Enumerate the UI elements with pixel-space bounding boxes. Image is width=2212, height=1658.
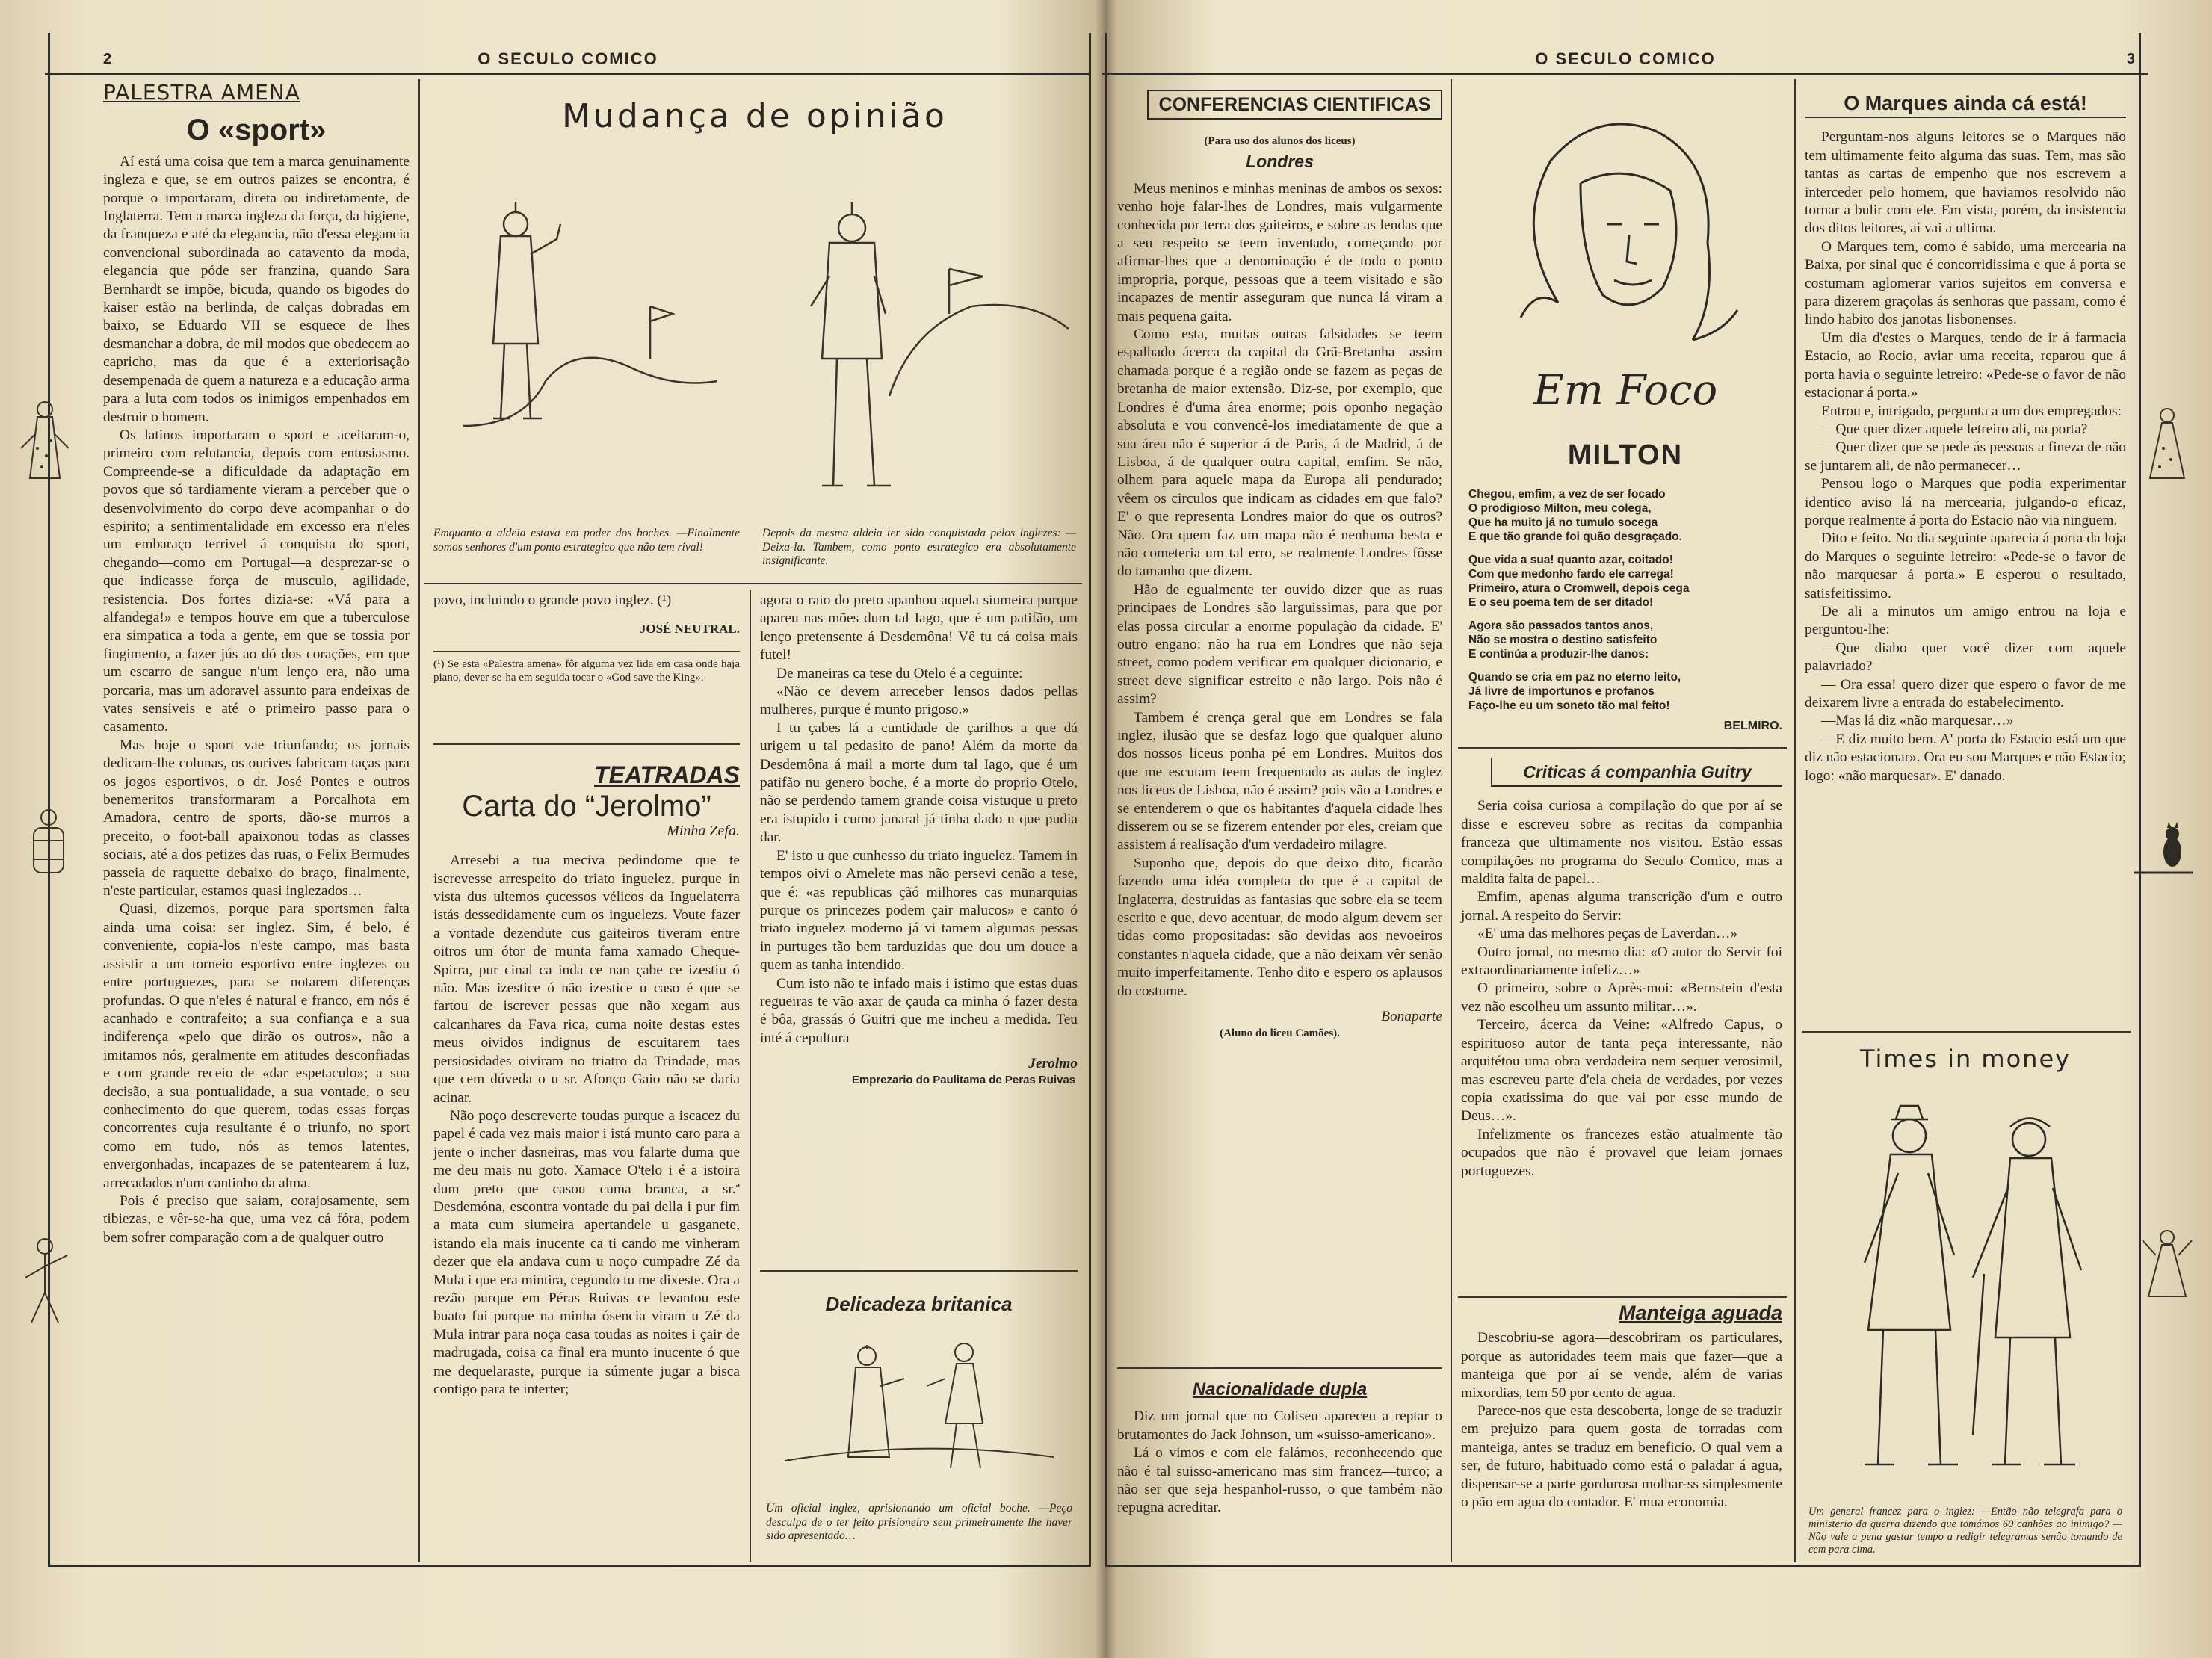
teatradas-section-title: TEATRADAS (594, 761, 740, 788)
delicadeza-illustration (777, 1326, 1061, 1498)
sonnet-line: Agora são passados tantos anos, (1468, 619, 1654, 632)
teatradas-paragraph: «Não ce devem arreceber lensos dados pellas mulheres, purque é munto prigoso.» (760, 684, 1078, 718)
milton-title: MILTON (1567, 439, 1684, 471)
sonnet-line: Não se mostra o destino satisfeito (1468, 634, 1658, 646)
stanza-gap (1468, 544, 1782, 553)
times-title: Times in money (1859, 1045, 2072, 1073)
teatradas-signature-sub: Emprezario do Paulitama de Peras Ruivas (851, 1073, 1076, 1086)
teatradas-signature: Jerolmo (1028, 1056, 1078, 1072)
sonnet-line: Já livre de importunos e profanos (1468, 685, 1655, 698)
conferencias-signature: Bonaparte (1381, 1009, 1442, 1025)
section-rule (1458, 747, 1787, 749)
running-title: O SECULO COMICO (1535, 49, 1716, 68)
column-rule (750, 590, 751, 1562)
palestra-continuation (433, 592, 740, 684)
delicadeza-title: Delicadeza britanica (825, 1293, 1013, 1315)
conferencias-subtitle: (Para uso dos alunos dos liceus) (1204, 135, 1356, 148)
margin-doodle-cat (2134, 814, 2193, 882)
palestra-kicker: PALESTRA AMENA (103, 80, 300, 105)
section-rule (1117, 1367, 1442, 1369)
stanza-gap (1468, 661, 1782, 670)
conferencias-paragraph: Tambem é crença geral que em Londres se fala inglez, ilusão que se desfaz logo que qualquer aluno dos nossos liceus ponha pé em Londres. Muitos dos que me escutam teem frequentado as aulas de inglez nos liceus de Lisboa, não é assim? pois vão a Londres e se entenderem o que os habitantes d'aquela cidade lhes disserem ou se se fizerem entender por eles, creiam que assistem á realisação d'um verdadeiro milagre. (1117, 709, 1442, 853)
sonnet-line: Que ha muito já no tumulo socega (1468, 516, 1658, 529)
palestra-amena-column (103, 80, 410, 1247)
teatradas-column (433, 761, 740, 1399)
marques-paragraph: Um dia d'estes o Marques, tendo de ir á farmacia Estacio, ao Rocio, aviar uma receita, reparou que á porta havia o seguinte letreiro: «Pede-se o favor de não estacionar á porta.» (1805, 330, 2126, 401)
conferencias-paragraph: Como esta, muitas outras falsidades se teem espalhado ácerca da capital da Grã-Bretanha—assim chamada porque é a região onde se fazem as peças de bretanha de maior extensão. Diz-se, por exemplo, que Londres é d'uma área enorme; pois oponho negação absoluta e vou convencê-los imediatamente de que a sua área não é superior á de Paris, á de Madrid, á de Lisboa, á de qualquer outra capital, emfim. Se não, olhem para aquele mapa da Europa ali pendurado; vêem os circulos que indicam as cidades em que falo? E' o que representa Londres maior do que os outros? Não. Ora quem faz um mapa não é nenhuma besta e não cometeria um tal erro, se realmente Londres fôsse do tamanho que dizem. (1117, 327, 1442, 580)
conferencias-place: Londres (1246, 152, 1314, 172)
milton-signature: BELMIRO. (1723, 720, 1782, 732)
cartoon-illustration (433, 157, 1076, 531)
teatradas-paragraph: E' isto u que cunhesso du triato inguelez. Tamem in tempos oivi o Amelete mas não persevi cenão a tese, que é: «as republicas çãó milhores cas munarquias purque os princezes podem çair malucos» e canto ó triato inguelez moderno já vi tamem algumas pessas in purtuges tão bem tarduzidas que dou um douce a quem as tanha intendido. (760, 847, 1078, 974)
marques-paragraph: — Ora essa! quero dizer que espero o favor de me deixarem livre a entrada do estabelecimento. (1805, 676, 2126, 711)
stanza-gap (1468, 610, 1782, 619)
page-number: 2 (103, 51, 112, 67)
sonnet-line: Com que medonho fardo ele carrega! (1468, 568, 1674, 581)
palestra-title: O «sport» (186, 114, 327, 147)
marques-paragraph: Pensou logo o Marques que podia experimentar identico aviso lá na mercearia, julgando-o eficaz, porque realmente á porta do Estacio não via ninguem. (1805, 476, 2126, 528)
criticas-column (1461, 758, 1782, 1181)
conferencias-paragraph: Meus meninos e minhas meninas de ambos os sexos: venho hoje falar-lhes de Londres, mais vulgarmente conhecida por terra dos gaiteiros, e sobre as lendas que a seu respeito se teem inventado, começando por afirmar-lhes que a denominação é de todo o ponto impropria, porque, pessoas que a teem visitado e são incapazes de mentir asseguram que nunca lá viram a mais pequena gaita. (1117, 180, 1442, 324)
cartoon-rule (424, 583, 1082, 584)
marques-paragraph: O Marques tem, como é sabido, uma mercearia na Baixa, por sinal que é concorridissima e que á porta se costumam aglomerar varios sujeitos em conversa e para dizerem graçolas ás senhoras que passam, como é lindo habito dos janotas lisbonenses. (1805, 238, 2126, 328)
sonnet-line: E continúa a produzir-lhe danos: (1468, 648, 1649, 661)
palestra-paragraph: Pois é preciso que saiam, corajosamente, sem tibiezas, e vêr-se-ha que, uma vez cá fóra, podem bem sofrer comparação com a de qualquer outro (103, 1193, 410, 1246)
sonnet-line: Faço-lhe eu um soneto tão mal feito! (1468, 699, 1670, 712)
nacionalidade-paragraph: Lá o vimos e com ele falámos, reconhecendo que não é tal suisso-americano mas sim francez—turco; a não ser que seja hespanhol-russo, o que também não repugna acreditar. (1117, 1445, 1442, 1516)
marques-paragraph: —Quer dizer que se pede ás pessoas a fineza de não se juntarem ali, de não permanecer… (1805, 439, 2126, 474)
sonnet-line: E o seu poema tem de ser ditado! (1468, 596, 1654, 609)
conferencias-title: CONFERENCIAS CIENTIFICAS (1147, 90, 1442, 120)
teatradas-paragraph: Arresebi a tua meciva pedindome que te iscrevesse arrespeito do triato inguelez, purque in vista dus ultemos çucessos vélicos da Inguelaterra istás dessedidamente cum os inguelezs. Voute fazer a vontade dezendute cus gaiteiros tiveram entre oitros um ótor de munta fama xamado Cheque-Spirra, pur cinal ca inda ce nan çabe ce izestiu ó não. Mas izestice ó não izestice u caso é que se fartou de iscrever pessas que não xegam aus calcanhares da Fava rica, cuma noite destas estes meus oividos indignus de escuitarem taes persiosidades oiviram no triatro da Trindade, mas que cem dúveda o u sr. Afonço Gaio não se daria acinar. (433, 853, 740, 1106)
milton-sonnet (1468, 487, 1782, 733)
marques-paragraph: —Que diabo quer você dizer com aquele palavriado? (1805, 640, 2126, 675)
criticas-paragraph: O primeiro, sobre o Après-moi: «Bernstein d'esta vez não escolheu um assunto militar…». (1461, 980, 1782, 1015)
sonnet-line: Que vida a sua! quanto azar, coitado! (1468, 554, 1673, 566)
times-illustration (1812, 1083, 2119, 1502)
criticas-paragraph: Outro jornal, no mesmo dia: «O autor do Servir foi extraordinariamente infeliz…» (1461, 944, 1782, 979)
cartoon-title: Mudança de opinião (562, 97, 948, 135)
palestra-paragraph: Os latinos importaram o sport e aceitaram-o, primeiro com relutancia, depois com entusiasmo. Compreende-se a dificuldade da adaptação em povos que só tardiamente vieram a perceber que o desenvolvimento do corpo deve acompanhar o do espirito; a sentimentalidade em excesso era n'eles um embaraço terrivel á conquista do sport, chegando—como em Portugal—a desprezar-se o que indicasse força de musculo, agilidade, resistencia. Dos fortes dizia-se: «Vá para a alfandega!» e tempos houve em que a tuberculose era simpatica a toda a gente, em que se tossia por fingimento, a fazer jús ao dó dos corações, em que um escarro de sangue n'um lenço era, não uma porcaria, mas um adoravel assunto para endeixas de vates sensiveis e até o primeiro passo para o casamento. (103, 427, 410, 735)
margin-doodle-soldier (15, 1233, 75, 1330)
palestra-paragraph: Mas hoje o sport vae triunfando; os jornais dedicam-lhe colunas, os ourives fabricam taças para os jogos esportivos, o dr. José Pontes e outros benemeritos transformaram a Porcalhota em Amadora, centro de sports, dão-se murros a preceito, o foot-ball apaixonou todas as classes sociais, até a dos petizes das ruas, o Felix Bermudes passeia de raquette debaixo do braço, finalmente, n'este particular, estamos quasi inglezados… (103, 737, 410, 900)
column-rule (1794, 79, 1796, 1562)
sonnet-line: Primeiro, atura o Cromwell, depois cega (1468, 582, 1690, 595)
manteiga-paragraph: Descobriu-se agora—descobriram os particulares, porque as autoridades teem mais que fazer—que a manteiga que por aí se vende, além de varias mixordias, tem 50 por cento de agua. (1461, 1330, 1782, 1401)
criticas-paragraph: Terceiro, ácerca da Veine: «Alfredo Capus, o espirituoso autor de tanta peça interessante, não arquitétou uma obra verdadeira nem sequer verosimil, mas escreveu parte d'ela cheia de verdades, por vezes copia exatissima do que vai por esse mundo de Deus…». (1461, 1017, 1782, 1125)
sonnet-line: O prodigioso Milton, meu colega, (1468, 502, 1652, 515)
sonnet-line: Chegou, emfim, a vez de ser focado (1468, 488, 1666, 501)
section-rule (433, 743, 740, 745)
palestra-paragraph: Aí está uma coisa que tem a marca genuinamente ingleza e que, se em outros paizes se encontra, é porque o importaram, direta ou indiretamente, de Inglaterra. Tem a marca ingleza da força, da higiene, da franqueza e até da elegancia, não d'essa elegancia convencional subordinada ao catavento da moda, elegancia que póde ser franzina, quando Sara Bernhardt se impõe, bicuda, quando os bigodes do kaiser estão na berlinda, de calças dobradas em baixo, se Eduardo VII se esquece de lhes desmanchar a dobra, de mil modos que obedecem ao capricho, mas da que é a exteriorisação desempenada de quem a natureza e a educação arma para a luta com todos os inimigos empenhados em destruir o homem. (103, 153, 410, 425)
marques-paragraph: —Mas lá diz «não marquesar…» (1821, 713, 2014, 729)
marques-title: O Marques ainda cá está! (1805, 90, 2126, 118)
criticas-paragraph: Seria coisa curiosa a compilação do que por aí se disse e escreveu sobre as recitas da companhia franceza que ultimamente nos visitou. Estão essas compilações no programa do Seculo Comico, mas a maldita falta de papel… (1461, 798, 1782, 888)
conferencias-signature-sub: (Aluno do liceu Camões). (1220, 1027, 1340, 1039)
right-page (1102, 30, 2148, 1584)
palestra-signature: JOSÉ NEUTRAL. (639, 622, 740, 637)
section-rule (760, 1270, 1078, 1272)
cartoon-caption-right: Depois da mesma aldeia ter sido conquistada pelos inglezes: —Deixa-la. Tambem, como ponto estrategico era absolutamente insignificante. (762, 527, 1076, 567)
teatradas-paragraph: Não poço descreverte toudas purque a iscacez du papel é cada vez mais maior i istá munto caro para a jente o incher dasneiras, mas vou falarte duma que me deu mais nu goto. Xamace O'telo i é a istoira dum preto que casou cuma branca, a sr.ª Desdemóna, escontra vontade du pai della i pur fim a mata cum siumeira apertandele u gasganete, istando ela mais inucente ca ti cando me vinheram dezer que ela andava cum u noço cumpadre Zé da Mula i que era mintira, cegundo tu me dixeste. Ora a rezão purque em Péras Ruivas ce levantou este buato fui purque na minha ósencia viram u Zé da Mula intrar para noça casa toudas as noites i çair de madrugada, coisa ca final era munto inucente ó que me dequelaraste, purque ia súmente jugar a bisca contigo para te interter; (433, 1107, 740, 1397)
milton-autograph: Em Foco (1533, 366, 1718, 415)
margin-doodle-figure (15, 396, 75, 493)
conferencias-column (1117, 90, 1442, 1040)
sonnet-line: Quando se cria em paz no eterno leito, (1468, 671, 1681, 684)
marques-paragraph: Perguntam-nos alguns leitores se o Marques não tem ultimamente feito alguma das suas. Tem, mas são tantas as cartas de empenho que nos escrevem a interceder pelo homem, que haviamos resolvido não tornar a bulir com ele. Em vista, porém, da insistencia dos ditos leitores, aí vai a ultima. (1805, 129, 2126, 237)
nacionalidade-title: Nacionalidade dupla (1192, 1379, 1368, 1399)
teatradas-paragraph: Cum isto não te infado mais i istimo que estas duas regueiras te vão axar de çauda ca minha ó fazer desta é bôa, grassás ó Guitri que me incheu a medida. Teu inté á cepultura (760, 975, 1078, 1046)
marques-column (1805, 90, 2126, 785)
criticas-paragraph: Emfim, apenas alguma transcrição d'um e outro jornal. A respeito do Servir: (1461, 889, 1782, 924)
section-rule (1458, 1296, 1787, 1298)
palestra-footnote: (¹) Se esta «Palestra amena» fôr alguma vez lida em casa onde haja piano, dever-se-ha em seguida tocar o «God save the King». (433, 651, 740, 684)
section-rule (1802, 1031, 2131, 1033)
criticas-paragraph: Infelizmente os francezes estão atualmente tão ocupados que não é provavel que leiam jornaes portuguezes. (1461, 1126, 1782, 1179)
criticas-title: Criticas á companhia Guitry (1491, 758, 1782, 787)
marques-paragraph: Dito e feito. No dia seguinte aparecia á porta da loja do Marques o seguinte letreiro: «Pede-se o favor de não marquesar á porta.» E esperou o resultado, satisfeitissimo. (1805, 531, 2126, 601)
manteiga-title: Manteiga aguada (1618, 1302, 1782, 1324)
teatradas-paragraph: De maneiras ca tese du Otelo é a ceguinte: (776, 665, 1023, 681)
marques-paragraph: —Que quer dizer aquele letreiro ali, na porta? (1821, 421, 2088, 437)
manteiga-paragraph: Parece-nos que esta descoberta, longe de se traduzir em prejuizo para quem gosta de torradas com manteiga, antes se traduz em beneficio. O qual vem a ser, de futuro, habituado como está o paladar á agua, dispensar-se a parte gordurosa molhar-ss simplesmente o pão em agua do contador. E' mua economia. (1461, 1403, 1782, 1511)
cartoon-caption-left: Emquanto a aldeia estava em poder dos boches. —Finalmente somos senhores d'um ponto estrategico que não tem rival! (433, 527, 740, 554)
teatradas-column-2 (760, 592, 1078, 1087)
margin-doodle-lady (2141, 403, 2193, 493)
teatradas-paragraph: I tu çabes lá a cuntidade de çarilhos a que dá urigem u tal pedasito de pano! Além da morte da Desdemôna á mail a morte dum tal Iago, que é um patifão nu genero boche, é a morte do proprio Otelo, não se perdendo tamem grande coisa vistuque u preto era istupido i cumo janaral já tinha dado u que pudia dar. (760, 720, 1078, 846)
column-rule (1451, 79, 1452, 1562)
teatradas-paragraph: agora o raio do preto apanhou aquela siumeira purque apareu nas mões dum tal Iago, que é um patifão, um lenço pretensente á Desdemôna! Vê tu cá coisa mais futel! (760, 593, 1078, 663)
nacionalidade-paragraph: Diz um jornal que no Coliseu apareceu a reptar o brutamontes do Jack Johnson, um «suisso-americano». (1117, 1408, 1442, 1443)
palestra-paragraph: Quasi, dizemos, porque para sportsmen falta ainda uma coisa: ser inglez. Sim, é belo, é conveniente, copia-los n'este campo, mas basta assistir a um torneio esportivo entre inglezes ou entre portuguezes, para se notarem diferenças profundas. O que n'eles é natural e franco, em nós é acanhado e contrafeito; a sua confiança e a sua indiferença «pelo que dirão os outros», não a imitamos nós, geralmente em atitudes desconfiadas e com grande receio de «dar espetaculo»; a sua decisão, a sua pontualidade, a sua vontade, o seu conhecimento do que querem, todas essas forças concorrentes cuja resultante é o triunfo, no sport como em tudo, nós as temos latentes, envergonhadas, incapazes de se patentearem á luz, arrecadados n'um cantinho da alma. (103, 901, 410, 1191)
teatradas-title: Carta do “Jerolmo” (462, 790, 711, 823)
marques-paragraph: —E diz muito bem. A' porta do Estacio está um que diz não estacionar». Ora eu sou Marques e não Estacio; logo: «não marquesar». E' danado. (1805, 731, 2126, 784)
margin-doodle-dancer (2141, 1225, 2193, 1323)
teatradas-salutation: Minha Zefa. (667, 822, 740, 839)
palestra-continuation-text: povo, incluindo o grande povo inglez. (¹) (433, 593, 672, 608)
left-page (45, 30, 1091, 1584)
nacionalidade-column (1117, 1381, 1442, 1518)
delicadeza-caption: Um oficial inglez, aprisionando um oficial boche. —Peço desculpa de o ter feito prisioneiro sem primeiramente lhe haver sido apresentado… (766, 1502, 1072, 1542)
sonnet-line: E que tão grande foi quão desgraçado. (1468, 531, 1682, 543)
conferencias-paragraph: Hão de egualmente ter ouvido dizer que as ruas principaes de Londres são larguissimas, para que por elas possa circular a enorme população da cidade. E' outro engano: não ha rua em Londres que não seja street, como podem verificar em qualquer dicionario, e street deve significar estreito e não largo. Pois não é assim? (1117, 581, 1442, 708)
marques-paragraph: De ali a minutos um amigo entrou na loja e perguntou-lhe: (1805, 603, 2126, 638)
manteiga-column (1461, 1304, 1782, 1512)
marques-paragraph: Entrou e, intrigado, pergunta a um dos empregados: (1821, 403, 2122, 419)
times-caption: Um general francez para o inglez: —Então não telegrafa para o ministerio da guerra dizendo que tomámos 60 canhões ao inimigo? —Não vale a pena gastar tempo a redigir telegramas senão tomando de cem para cima. (1808, 1506, 2122, 1556)
criticas-paragraph: «E' uma das melhores peças de Laverdan…» (1477, 926, 1738, 942)
column-rule (418, 79, 420, 1562)
margin-doodle-barrel (22, 807, 75, 882)
page-number: 3 (2126, 51, 2135, 67)
conferencias-paragraph: Suponho que, depois do que deixo dito, ficarão fazendo uma idéa completa do que é a capital de Inglaterra, destruidas as fantasias que sobre ela se teem escrito e que, devo acentuar, de modo algum devem ser tidas como propositadas: são devidas aos nevoeiros constantes n'aquela cidade, que a não deixam vêr senão muito imperfeitamente. Tenho dito e espero os aplausos do costume. (1117, 855, 1442, 999)
running-title: O SECULO COMICO (478, 49, 658, 68)
